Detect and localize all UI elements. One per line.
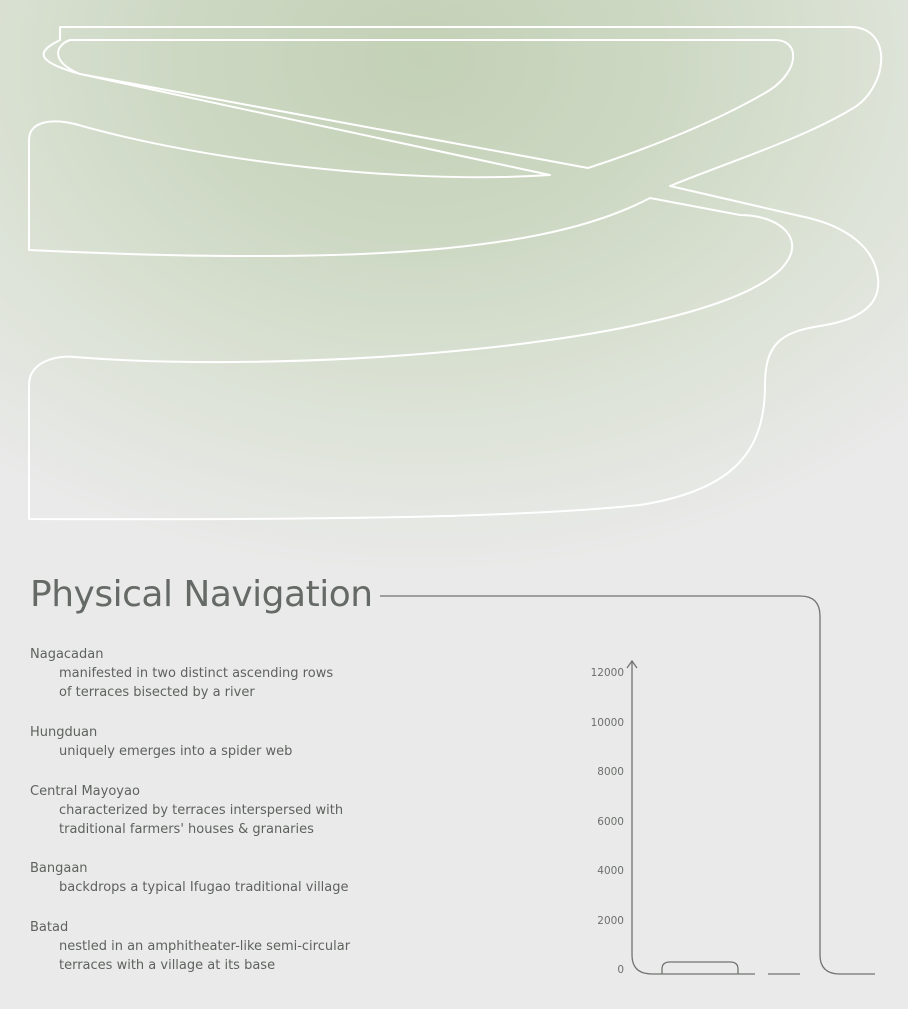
axis-tick-label: 6000 — [597, 816, 624, 828]
site-bangaan — [30, 859, 430, 897]
axis-tick-label: 12000 — [590, 667, 624, 679]
site-central-mayoyao — [30, 782, 430, 839]
site-name: Nagacadan — [30, 647, 104, 662]
y-axis-line — [632, 662, 755, 974]
site-desc-line: uniquely emerges into a spider web — [59, 744, 293, 759]
axis-tick-label: 4000 — [597, 865, 624, 877]
site-desc-line: manifested in two distinct ascending rows — [59, 666, 334, 681]
site-name: Central Mayoyao — [30, 784, 140, 799]
axis-tick-label: 2000 — [597, 915, 624, 927]
terrace-profile-bump — [662, 962, 738, 974]
page-title: Physical Navigation — [30, 574, 373, 615]
site-name: Bangaan — [30, 861, 88, 876]
axis-tick-label: 10000 — [590, 717, 624, 729]
terrace-outline-path — [29, 27, 881, 519]
site-nagacadan — [30, 645, 430, 702]
title-connector-line — [380, 596, 875, 974]
site-name: Batad — [30, 920, 69, 935]
site-name: Hungduan — [30, 725, 98, 740]
site-batad — [30, 918, 430, 975]
site-desc-line: characterized by terraces interspersed with — [59, 803, 344, 818]
site-hungduan — [30, 723, 430, 761]
site-desc-line: traditional farmers' houses & granaries — [59, 822, 314, 837]
y-axis-arrow — [627, 661, 637, 668]
site-desc-line: backdrops a typical Ifugao traditional village — [59, 880, 349, 895]
site-desc-line: terraces with a village at its base — [59, 958, 276, 973]
axis-tick-label: 8000 — [597, 766, 624, 778]
axis-tick-label: 0 — [617, 964, 624, 976]
site-desc-line: nestled in an amphitheater-like semi-circular — [59, 939, 351, 954]
site-desc-line: of terraces bisected by a river — [59, 685, 255, 700]
